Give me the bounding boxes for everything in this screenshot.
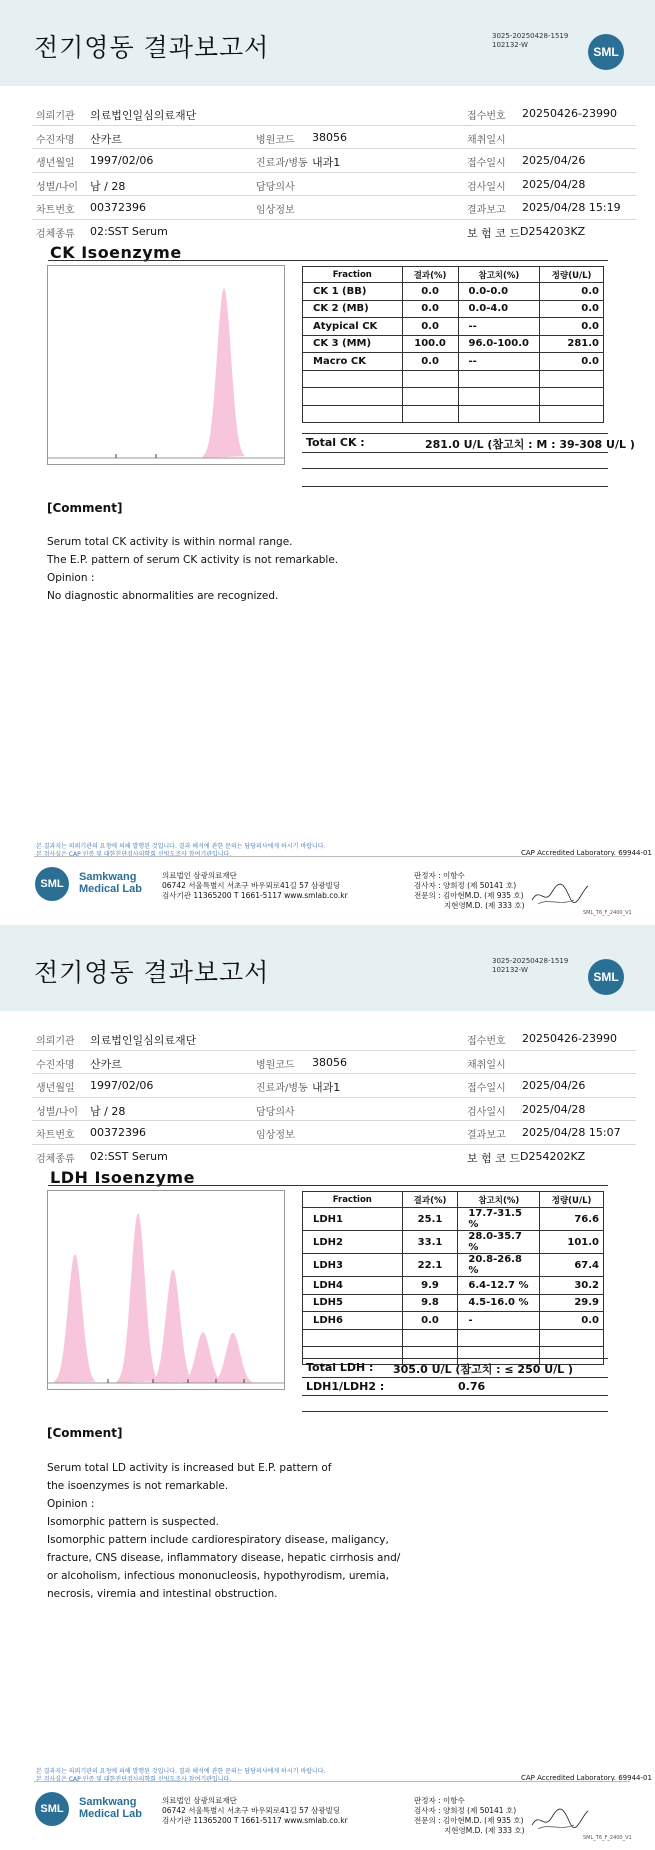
sex-age-label: 성별/나이 <box>36 181 79 193</box>
contact-line: 검사기관 11365200 T 1661-5117 www.smlab.co.kr <box>162 891 348 900</box>
empty-row <box>303 370 604 388</box>
barcode-value: D254202KZ <box>520 1149 586 1163</box>
electrophoresis-graph <box>47 1190 285 1390</box>
staff-line: 지현영M.D. (제 333 호) <box>444 1826 525 1835</box>
comment-line: or alcoholism, infectious mononucleosis, hypothyrodism, uremia, <box>47 1570 390 1582</box>
org-name: 의료법인 삼광의료재단 <box>162 871 237 880</box>
total-label: Total LDH : <box>306 1361 374 1374</box>
disclaimer-line: 본 결과지는 의뢰기관의 요청에 의해 발행된 것입니다. 결과 해석에 관한 문의는 담당의사에게 하시기 바랍니다. <box>36 843 326 850</box>
hospital-code-value: 38056 <box>312 130 347 144</box>
quantity-cell: 0.0 <box>540 300 604 318</box>
report-id-line1: 3025-20250428-1519 <box>492 957 569 965</box>
specimen-value: 02:SST Serum <box>90 224 168 238</box>
comment-body <box>47 1459 617 1603</box>
empty-row <box>303 388 604 406</box>
reference-cell: - <box>458 1312 540 1330</box>
total-ldh <box>306 1361 574 1376</box>
cap-accreditation: CAP Accredited Laboratory. 69944-01 <box>521 1774 652 1782</box>
collection-date-label: 채취일시 <box>467 134 506 146</box>
table-row <box>303 1231 604 1254</box>
staff-line: 판정자 : 이항수 <box>414 1796 465 1805</box>
report-title: 전기영동 결과보고서 <box>34 958 270 987</box>
lab-address <box>162 871 348 901</box>
staff-line: 검사자 : 양희정 (제 50141 호) <box>414 881 517 890</box>
result-cell: 0.0 <box>402 283 458 301</box>
hospital-code-label: 병원코드 <box>256 134 295 146</box>
comment-line: Opinion : <box>47 572 95 584</box>
department-value: 내과1 <box>312 156 341 169</box>
reference-cell: 17.7-31.5 % <box>458 1208 540 1231</box>
address-line: 06742 서울특별시 서초구 바우뫼로41길 57 삼광빌딩 <box>162 881 341 890</box>
comment-title: [Comment] <box>47 1426 123 1440</box>
hospital-code-value: 38056 <box>312 1055 347 1069</box>
table-row <box>303 1254 604 1277</box>
reference-cell: 96.0-100.0 <box>458 335 540 353</box>
result-report-value: 2025/04/28 15:07 <box>522 1126 621 1139</box>
brand-line: Samkwang <box>79 1796 137 1808</box>
receipt-date-value: 2025/04/26 <box>522 154 586 167</box>
col-quantity: 정량(U/L) <box>540 1192 604 1208</box>
result-cell: 0.0 <box>402 300 458 318</box>
info-row <box>32 1145 636 1169</box>
patient-info <box>32 102 636 243</box>
comment-line: The E.P. pattern of serum CK activity is not remarkable. <box>47 554 339 566</box>
table-header-row <box>303 267 604 283</box>
table-row <box>303 318 604 336</box>
comment-line: necrosis, viremia and intestinal obstruction. <box>47 1588 278 1600</box>
report-footer <box>0 1765 655 1850</box>
fraction-cell: CK 1 (BB) <box>303 283 403 301</box>
fraction-cell: LDH5 <box>303 1294 403 1312</box>
collection-date-label: 채취일시 <box>467 1059 506 1071</box>
sex-age-value: 남 / 28 <box>90 179 126 193</box>
fraction-cell: Macro CK <box>303 353 403 371</box>
comment-line: fracture, CNS disease, inflammatory disease, hepatic cirrhosis and/ <box>47 1552 401 1564</box>
comment-line: Serum total CK activity is within normal range. <box>47 536 293 548</box>
receipt-no-label: 접수번호 <box>467 111 506 122</box>
fraction-peak-ldh5 <box>212 1333 254 1383</box>
brand-line: Medical Lab <box>79 883 142 895</box>
col-reference: 참고치(%) <box>458 267 540 283</box>
ratio-label: LDH1/LDH2 : <box>306 1380 385 1393</box>
barcode-label: 보 험 코 드 <box>467 1151 520 1165</box>
reference-cell: 6.4-12.7 % <box>458 1277 540 1295</box>
receipt-no-value: 20250426-23990 <box>522 1032 617 1045</box>
report-header <box>0 925 655 1011</box>
table-row <box>303 1312 604 1330</box>
section-title: LDH Isoenzyme <box>50 1168 195 1187</box>
total-ck <box>306 436 635 451</box>
fraction-cell: CK 3 (MM) <box>303 335 403 353</box>
institution-value: 의료법인일심의료재단 <box>90 109 197 122</box>
fraction-peak-ldh3 <box>152 1270 194 1384</box>
comment-body <box>47 533 617 605</box>
form-version: SML_T6_F_2400_V1 <box>583 910 632 916</box>
fraction-cell: LDH4 <box>303 1277 403 1295</box>
clinical-info-label: 임상정보 <box>256 1130 295 1141</box>
table-row <box>303 300 604 318</box>
patient-info <box>32 1027 636 1168</box>
info-row <box>32 220 636 244</box>
report-page-ldh <box>0 925 655 1850</box>
table-row <box>303 353 604 371</box>
contact-line: 검사기관 11365200 T 1661-5117 www.smlab.co.kr <box>162 1816 348 1825</box>
info-row <box>32 126 636 150</box>
barcode-label: 보 험 코 드 <box>467 226 520 240</box>
quantity-cell: 0.0 <box>540 353 604 371</box>
ldh-electrophoresis-chart <box>48 1191 284 1389</box>
doctor-label: 담당의사 <box>256 1106 295 1118</box>
quantity-cell: 101.0 <box>540 1231 604 1254</box>
total-rule <box>302 1377 608 1378</box>
org-name: 의료법인 삼광의료재단 <box>162 1796 237 1805</box>
comment-title: [Comment] <box>47 501 123 515</box>
report-id <box>492 957 568 975</box>
table-row <box>303 1294 604 1312</box>
result-cell: 9.8 <box>402 1294 458 1312</box>
total-bottom-rule <box>302 1395 608 1396</box>
birth-label: 생년월일 <box>36 1083 75 1094</box>
fraction-cell: LDH1 <box>303 1208 403 1231</box>
ratio-value: 0.76 <box>458 1380 486 1393</box>
comment-line: the isoenzymes is not remarkable. <box>47 1480 229 1492</box>
institution-label: 의뢰기관 <box>36 111 75 122</box>
fraction-peak-ck-3-mm- <box>203 288 245 458</box>
staff-line: 판정자 : 이항수 <box>414 871 465 880</box>
report-title: 전기영동 결과보고서 <box>34 33 270 62</box>
quantity-cell: 281.0 <box>540 335 604 353</box>
department-value: 내과1 <box>312 1081 341 1094</box>
quantity-cell: 76.6 <box>540 1208 604 1231</box>
brand-line: Medical Lab <box>79 1808 142 1820</box>
info-row <box>32 1074 636 1098</box>
brand-name <box>79 1796 142 1820</box>
hospital-code-label: 병원코드 <box>256 1059 295 1071</box>
reference-cell: 28.0-35.7 % <box>458 1231 540 1254</box>
total-bottom-rule <box>302 468 608 469</box>
result-cell: 0.0 <box>402 353 458 371</box>
lab-staff <box>414 1796 525 1836</box>
quantity-cell: 0.0 <box>540 318 604 336</box>
ck-electrophoresis-chart <box>48 266 284 464</box>
birth-value: 1997/02/06 <box>90 154 154 167</box>
total-bottom-rule <box>302 1411 608 1412</box>
sex-age-label: 성별/나이 <box>36 1106 79 1118</box>
info-row <box>32 1051 636 1075</box>
col-fraction: Fraction <box>303 267 403 283</box>
receipt-no-label: 접수번호 <box>467 1036 506 1047</box>
info-row <box>32 1121 636 1145</box>
fraction-cell: LDH2 <box>303 1231 403 1254</box>
table-row <box>303 335 604 353</box>
fraction-cell: Atypical CK <box>303 318 403 336</box>
staff-line: 검사자 : 양희정 (제 50141 호) <box>414 1806 517 1815</box>
result-cell: 9.9 <box>402 1277 458 1295</box>
birth-label: 생년월일 <box>36 158 75 169</box>
comment-line: Serum total LD activity is increased but E.P. pattern of <box>47 1462 332 1474</box>
receipt-date-value: 2025/04/26 <box>522 1079 586 1092</box>
disclaimer-line: 본 결과지는 의뢰기관의 요청에 의해 발행된 것입니다. 결과 해석에 관한 문의는 담당의사에게 하시기 바랍니다. <box>36 1768 326 1775</box>
section-divider <box>48 260 608 261</box>
sml-footer-logo: SML <box>35 1792 69 1826</box>
reference-cell: -- <box>458 318 540 336</box>
reference-cell: 20.8-26.8 % <box>458 1254 540 1277</box>
total-bottom-rule <box>302 486 608 487</box>
quantity-cell: 0.0 <box>540 1312 604 1330</box>
fraction-cell: LDH3 <box>303 1254 403 1277</box>
total-rule <box>302 452 608 453</box>
staff-line: 지현영M.D. (제 333 호) <box>444 901 525 910</box>
col-reference: 참고치(%) <box>458 1192 540 1208</box>
section-title: CK Isoenzyme <box>50 243 182 262</box>
section-divider <box>48 1185 608 1186</box>
specimen-label: 검체종류 <box>36 1153 75 1165</box>
footer-divider <box>34 1781 630 1782</box>
quantity-cell: 0.0 <box>540 283 604 301</box>
result-cell: 100.0 <box>402 335 458 353</box>
address-line: 06742 서울특별시 서초구 바우뫼로41길 57 삼광빌딩 <box>162 1806 341 1815</box>
fraction-peak-ldh2 <box>117 1213 159 1383</box>
staff-line: 전문의 : 김아현M.D. (제 935 호) <box>414 1816 524 1825</box>
table-row <box>303 283 604 301</box>
patient-value: 산카르 <box>90 132 122 146</box>
info-row <box>32 1027 636 1051</box>
patient-label: 수진자명 <box>36 1059 75 1071</box>
chart-no-label: 차트번호 <box>36 205 75 216</box>
info-row <box>32 102 636 126</box>
form-version: SML_T6_F_2400_V1 <box>583 1835 632 1841</box>
comment-line: Isomorphic pattern include cardiorespiratory disease, maligancy, <box>47 1534 389 1546</box>
footer-divider <box>34 856 630 857</box>
report-id-line2: 102132-W <box>492 41 528 49</box>
col-result: 결과(%) <box>402 1192 458 1208</box>
result-report-label: 결과보고 <box>467 205 506 216</box>
report-header <box>0 0 655 86</box>
comment-line: No diagnostic abnormalities are recognized. <box>47 590 279 602</box>
empty-row <box>303 1329 604 1347</box>
sml-logo: SML <box>588 959 624 995</box>
staff-line: 전문의 : 김아현M.D. (제 935 호) <box>414 891 524 900</box>
barcode-value: D254203KZ <box>520 224 586 238</box>
report-footer <box>0 840 655 925</box>
clinical-info-label: 임상정보 <box>256 205 295 216</box>
doctor-label: 담당의사 <box>256 181 295 193</box>
info-row <box>32 149 636 173</box>
result-cell: 25.1 <box>402 1208 458 1231</box>
specimen-value: 02:SST Serum <box>90 1149 168 1163</box>
ldh-ratio <box>306 1380 486 1393</box>
report-id <box>492 32 568 50</box>
col-result: 결과(%) <box>402 267 458 283</box>
test-date-label: 검사일시 <box>467 181 506 193</box>
reference-cell: 4.5-16.0 % <box>458 1294 540 1312</box>
sml-footer-logo: SML <box>35 867 69 901</box>
sex-age-value: 남 / 28 <box>90 1104 126 1118</box>
table-header-row <box>303 1192 604 1208</box>
brand-name <box>79 871 142 895</box>
chart-no-value: 00372396 <box>90 1126 146 1139</box>
institution-label: 의뢰기관 <box>36 1036 75 1047</box>
patient-label: 수진자명 <box>36 134 75 146</box>
fraction-cell: LDH6 <box>303 1312 403 1330</box>
patient-value: 산카르 <box>90 1057 122 1071</box>
quantity-cell: 30.2 <box>540 1277 604 1295</box>
result-report-label: 결과보고 <box>467 1130 506 1141</box>
total-value: 281.0 U/L (참고치 : M : 39-308 U/L ) <box>425 438 635 451</box>
info-row <box>32 196 636 220</box>
result-cell: 0.0 <box>402 1312 458 1330</box>
total-top-rule <box>302 1358 608 1359</box>
brand-line: Samkwang <box>79 871 137 883</box>
col-fraction: Fraction <box>303 1192 403 1208</box>
receipt-date-label: 접수일시 <box>467 158 506 169</box>
quantity-cell: 67.4 <box>540 1254 604 1277</box>
reference-cell: 0.0-0.0 <box>458 283 540 301</box>
report-id-line2: 102132-W <box>492 966 528 974</box>
cap-accreditation: CAP Accredited Laboratory. 69944-01 <box>521 849 652 857</box>
ck-result-table <box>302 266 604 423</box>
total-label: Total CK : <box>306 436 365 449</box>
empty-row <box>303 405 604 423</box>
receipt-date-label: 접수일시 <box>467 1083 506 1094</box>
signature-image <box>530 1805 590 1833</box>
chart-no-value: 00372396 <box>90 201 146 214</box>
info-row <box>32 173 636 197</box>
disclaimer-line: 본 검사실은 CAP 인증 및 대한진단검사의학회 신빙도조사 참여기관입니다. <box>36 1776 232 1783</box>
reference-cell: 0.0-4.0 <box>458 300 540 318</box>
department-label: 진료과/병동 <box>256 1083 308 1094</box>
result-cell: 0.0 <box>402 318 458 336</box>
total-top-rule <box>302 433 608 434</box>
receipt-no-value: 20250426-23990 <box>522 107 617 120</box>
chart-no-label: 차트번호 <box>36 1130 75 1141</box>
sml-logo: SML <box>588 34 624 70</box>
report-id-line1: 3025-20250428-1519 <box>492 32 569 40</box>
col-quantity: 정량(U/L) <box>540 267 604 283</box>
institution-value: 의료법인일심의료재단 <box>90 1034 197 1047</box>
lab-address <box>162 1796 348 1826</box>
ldh-result-table <box>302 1191 604 1365</box>
birth-value: 1997/02/06 <box>90 1079 154 1092</box>
table-row <box>303 1277 604 1295</box>
test-date-value: 2025/04/28 <box>522 1102 586 1116</box>
fraction-cell: CK 2 (MB) <box>303 300 403 318</box>
info-row <box>32 1098 636 1122</box>
fraction-peak-ldh1 <box>54 1254 96 1383</box>
test-date-value: 2025/04/28 <box>522 177 586 191</box>
reference-cell: -- <box>458 353 540 371</box>
result-cell: 33.1 <box>402 1231 458 1254</box>
lab-staff <box>414 871 525 911</box>
table-row <box>303 1208 604 1231</box>
test-date-label: 검사일시 <box>467 1106 506 1118</box>
comment-line: Isomorphic pattern is suspected. <box>47 1516 220 1528</box>
electrophoresis-graph <box>47 265 285 465</box>
result-cell: 22.1 <box>402 1254 458 1277</box>
disclaimer-line: 본 검사실은 CAP 인증 및 대한진단검사의학회 신빙도조사 참여기관입니다. <box>36 851 232 858</box>
quantity-cell: 29.9 <box>540 1294 604 1312</box>
result-report-value: 2025/04/28 15:19 <box>522 201 621 214</box>
department-label: 진료과/병동 <box>256 158 308 169</box>
total-value: 305.0 U/L (참고치 : ≤ 250 U/L ) <box>393 1363 574 1376</box>
comment-line: Opinion : <box>47 1498 95 1510</box>
signature-image <box>530 880 590 908</box>
specimen-label: 검체종류 <box>36 228 75 240</box>
